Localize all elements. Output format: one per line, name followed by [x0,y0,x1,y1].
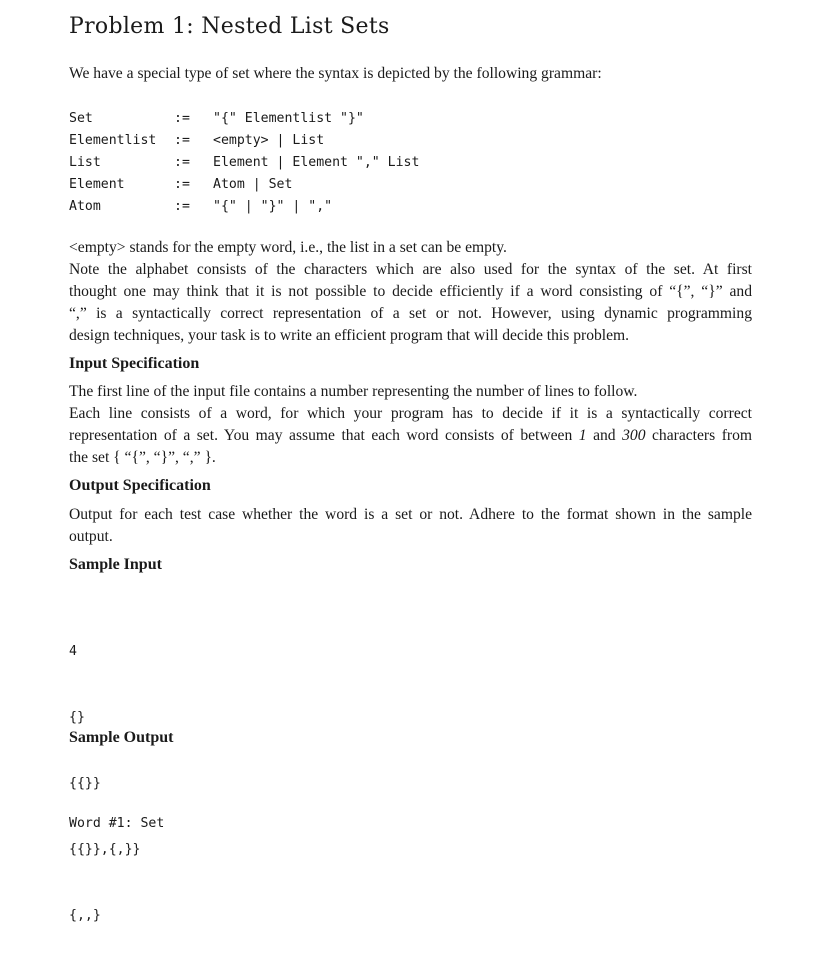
rule-lhs: List [69,155,101,170]
sample-input-line: 4 [69,644,77,659]
rule-operator: := [174,111,190,126]
rule-lhs: Element [69,177,125,192]
input-spec-line: Each line consists of a word, for which your program has to decide if it is a syntactically correct [69,405,752,422]
rule-lhs: Atom [69,199,101,214]
input-spec-text: characters from [645,427,753,444]
rule-operator: := [174,155,190,170]
output-spec-paragraph [69,504,752,548]
input-spec-paragraph [69,381,752,469]
intro-text: We have a special type of set where the syntax is depicted by the following grammar: [69,65,602,82]
description-line: “,” is a syntactically correct representation of a set or not. However, using dynamic programming [69,305,752,322]
description-line: thought one may think that it is not possible to decide efficiently if a word consisting of “{”, “}” and [69,283,752,300]
min-length: 1 [578,427,587,444]
rule-rhs: "{" | "}" | "," [213,199,333,214]
rule-rhs: Atom | Set [213,177,293,192]
grammar-rule [69,152,489,174]
rule-operator: := [174,177,190,192]
sample-input-line: {{}},{,}} [69,842,141,857]
rule-lhs: Set [69,111,93,126]
sample-output-block [69,769,164,879]
rule-lhs: Elementlist [69,133,157,148]
input-spec-line: the set { “{”, “}”, “,” }. [69,449,216,466]
input-spec-heading: Input Specification [69,355,200,372]
grammar-rule [69,174,489,196]
description-line: Note the alphabet consists of the characters which are also used for the syntax of the set. At first [69,261,752,278]
rule-rhs: Element | Element "," List [213,155,420,170]
input-spec-line [69,425,752,447]
rule-operator: := [174,199,190,214]
max-length: 300 [622,427,646,444]
rule-operator: := [174,133,190,148]
input-spec-line: The first line of the input file contains a number representing the number of lines to follow. [69,383,638,400]
grammar-rule [69,130,489,152]
output-spec-line: Output for each test case whether the word is a set or not. Adhere to the format shown in the sample [69,506,752,523]
description-paragraph [69,237,752,347]
sample-input-line: {{}} [69,776,101,791]
grammar-rule [69,196,489,218]
sample-input-line: {,,} [69,908,101,923]
output-spec-line: output. [69,528,113,545]
grammar-rule [69,108,489,130]
description-line: design techniques, your task is to write an efficient program that will decide this problem. [69,327,630,344]
sample-output-line: Word #1: Set [69,816,165,831]
input-spec-text: and [586,427,623,444]
sample-output-heading: Sample Output [69,729,174,746]
sample-input-line: {} [69,710,85,725]
grammar-block [69,108,489,218]
input-spec-text: representation of a set. You may assume that each word consists of between [69,427,579,444]
page-title: Problem 1: Nested List Sets [69,14,390,39]
rule-rhs: "{" Elementlist "}" [213,111,364,126]
rule-rhs: <empty> | List [213,133,325,148]
output-spec-heading: Output Specification [69,477,211,494]
description-line: <empty> stands for the empty word, i.e., the list in a set can be empty. [69,239,507,256]
sample-input-heading: Sample Input [69,556,162,573]
